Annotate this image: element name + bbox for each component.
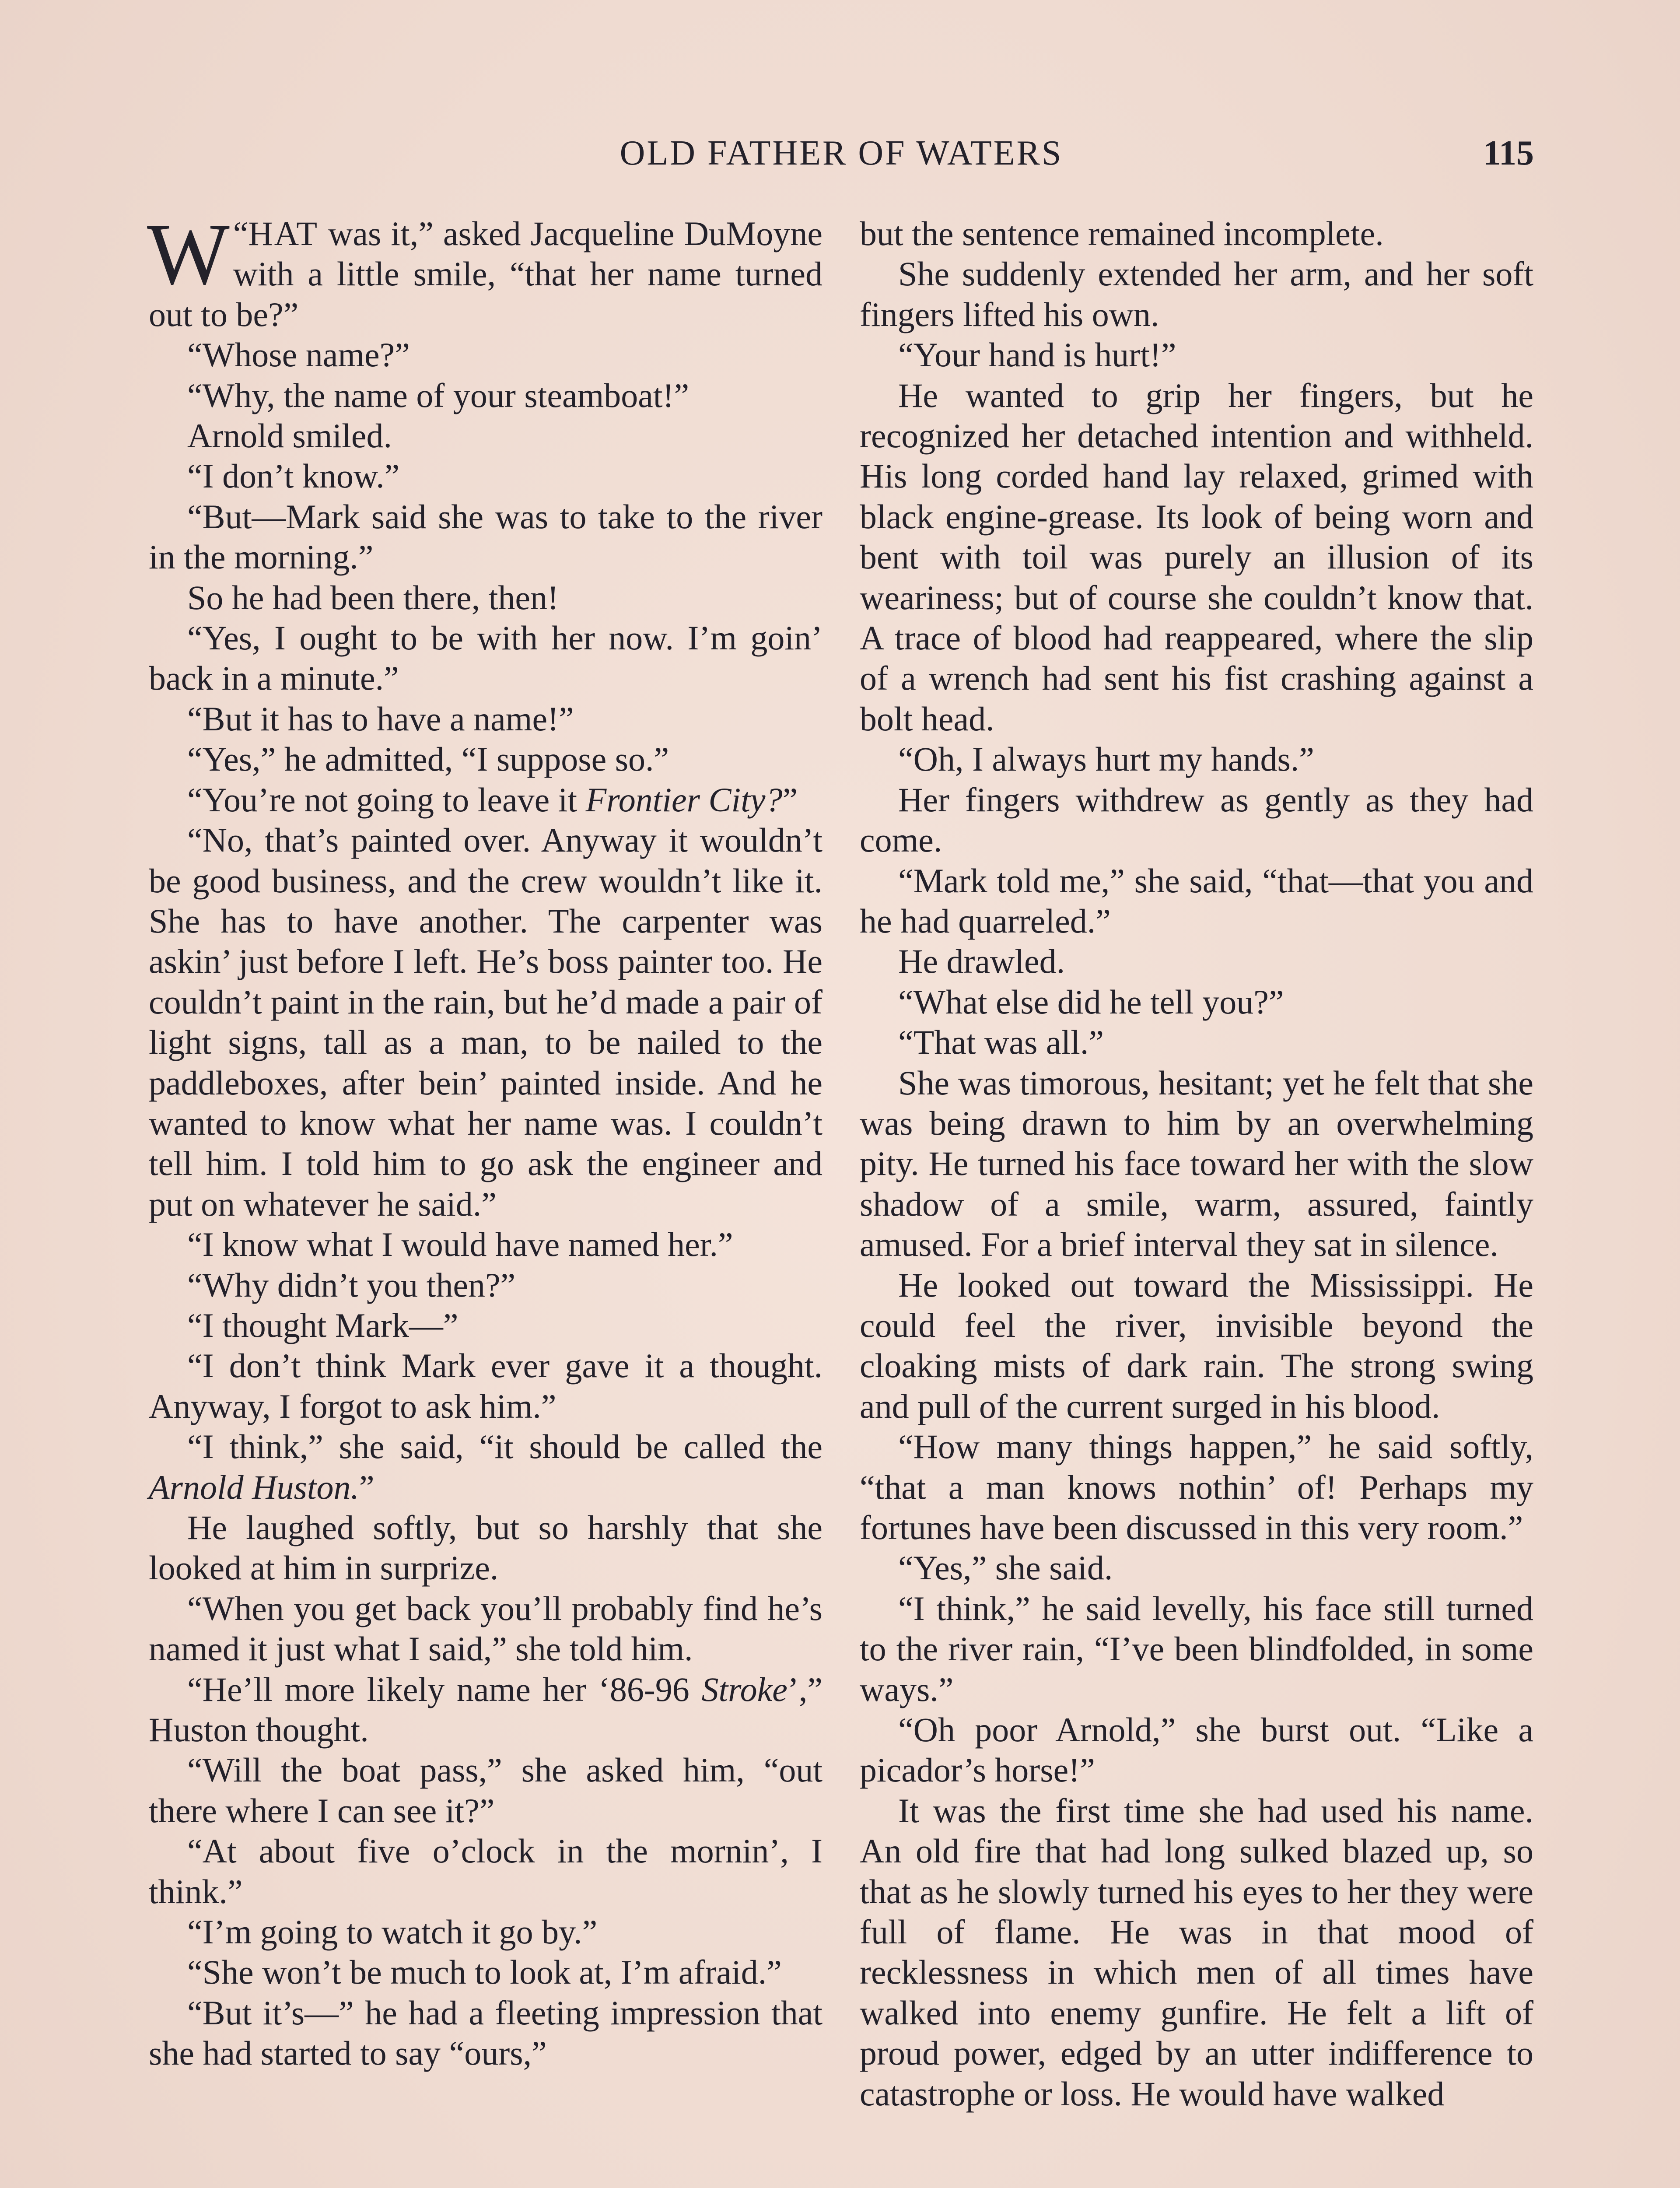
text-run: ” [359,1468,374,1506]
left-column [147,206,822,2074]
paragraph: “I think,” he said levelly, his face still turned to the river rain, “I’ve been blindfolded, in some ways.” [860,1589,1533,1708]
drop-cap: W [147,206,230,303]
paragraph: “But—Mark said she was to take to the river in the morning.” [149,497,822,576]
paragraph: “But it’s—” he had a fleeting impression that she had started to say “ours,” [149,1993,822,2072]
paragraph: “When you get back you’ll probably find he’s named it just what I said,” she told him. [149,1589,822,1668]
paragraph: It was the first time she had used his name. An old fire that had long sulked blazed up, so that as he slowly turned his eyes to her they were full of flame. He was in that mood of recklessness in which men of all times have walked into enemy gunfire. He felt a lift of proud power, edged by an utter indifference to catastrophe or loss. He would have walked [860,1791,1533,2113]
paragraph: She suddenly extended her arm, and her soft fingers lifted his own. [860,255,1533,333]
paragraph: “Why didn’t you then?” [187,1266,516,1304]
text-run: “I think,” she said, “it should be called the [187,1427,822,1466]
paragraph: “I don’t know.” [187,457,400,495]
paragraph: He wanted to grip her fingers, but he recognized her detached intention and withheld. His long corded hand lay relaxed, grimed with black engine-grease. Its look of being worn and bent with toil was purely an illusion of its weariness; but of course she couldn’t know that. A trace of blood had reappeared, where the slip of a wrench had sent his fist crashing against a bolt head. [860,376,1533,738]
paragraph: “I don’t think Mark ever gave it a thought. Anyway, I forgot to ask him.” [149,1346,822,1425]
paragraph: He laughed softly, but so harshly that she looked at him in surprize. [149,1508,822,1587]
paragraph: “But it has to have a name!” [187,699,574,738]
paragraph: “Whose name?” [187,336,410,374]
opening-paragraph [147,206,822,335]
paragraph: Arnold smiled. [187,417,392,455]
text-run: “He’ll more likely name her ‘86-96 [187,1670,702,1708]
italic-text: Arnold Huston. [149,1468,360,1506]
text-run: “You’re not going to leave it [187,780,586,819]
italic-text: Stroke [701,1670,788,1708]
paragraph: Her fingers withdrew as gently as they had come. [860,780,1533,859]
opening-quote: “ [233,214,248,252]
paragraph: “She won’t be much to look at, I’m afraid.” [187,1953,782,1992]
paragraph: “Your hand is hurt!” [898,336,1176,374]
page-number: 115 [1483,134,1534,172]
paragraph-stroke [149,1669,822,1750]
text-run: ’,” Huston thought. [149,1670,822,1749]
paragraph: She was timorous, hesitant; yet he felt that she was being drawn to him by an overwhelming pity. He turned his face toward her with the slow shadow of a smile, warm, assured, faintly amused. For a brief interval they sat in silence. [860,1063,1533,1264]
opening-text: was it,” asked Jacqueline DuMoyne with a little smile, “that her name turned out to be?” [149,214,822,333]
paragraph: “How many things happen,” he said softly, “that a man knows nothin’ of! Perhaps my fortunes have been discussed in this very room.” [860,1427,1533,1546]
paragraph: “Yes,” he admitted, “I suppose so.” [187,740,669,778]
paragraph: He looked out toward the Mississippi. He could feel the river, invisible beyond the cloaking mists of dark rain. The strong swing and pull of the current surged in his blood. [860,1266,1533,1425]
page-header [149,127,1534,179]
paragraph: “At about five o’clock in the mornin’, I think.” [149,1832,822,1911]
paragraph: He drawled. [898,942,1065,981]
italic-text: Frontier City? [585,780,783,819]
paragraph-continued: but the sentence remained incomplete. [860,214,1384,252]
paragraph: “Will the boat pass,” she asked him, “out there where I can see it?” [149,1751,822,1830]
paragraph: “Yes, I ought to be with her now. I’m goin’ back in a minute.” [149,619,822,698]
running-title: OLD FATHER OF WATERS [620,134,1063,172]
paragraph: “No, that’s painted over. Anyway it wouldn’t be good business, and the crew wouldn’t like it. She has to have another. The carpenter was askin’ just before I left. He’s boss painter too. He couldn’t paint in the rain, but he’d made a pair of light signs, tall as a man, to be nailed to the paddleboxes, after bein’ painted inside. And he wanted to know what her name was. I couldn’t tell him. I told him to go ask the engineer and put on whatever he said.” [149,821,822,1223]
paragraph-arnold-huston [149,1427,822,1508]
opening-smallcaps: HAT [248,214,319,252]
paragraph: “I thought Mark—” [187,1306,458,1344]
paragraph: So he had been there, then! [187,578,559,617]
paragraph: “Oh poor Arnold,” she burst out. “Like a picador’s horse!” [860,1711,1533,1789]
paragraph-frontier-city [149,780,822,820]
right-column [860,214,1533,2114]
paragraph: “What else did he tell you?” [898,982,1284,1021]
paragraph: “Mark told me,” she said, “that—that you and he had quarreled.” [860,861,1533,940]
paragraph: “That was all.” [898,1023,1104,1062]
paragraph: “I’m going to watch it go by.” [187,1913,598,1951]
text-run: ” [782,780,798,819]
paragraph: “Yes,” she said. [898,1549,1113,1587]
paragraph: “Why, the name of your steamboat!” [187,376,690,414]
paragraph: “I know what I would have named her.” [187,1225,733,1264]
paragraph: “Oh, I always hurt my hands.” [898,740,1314,778]
